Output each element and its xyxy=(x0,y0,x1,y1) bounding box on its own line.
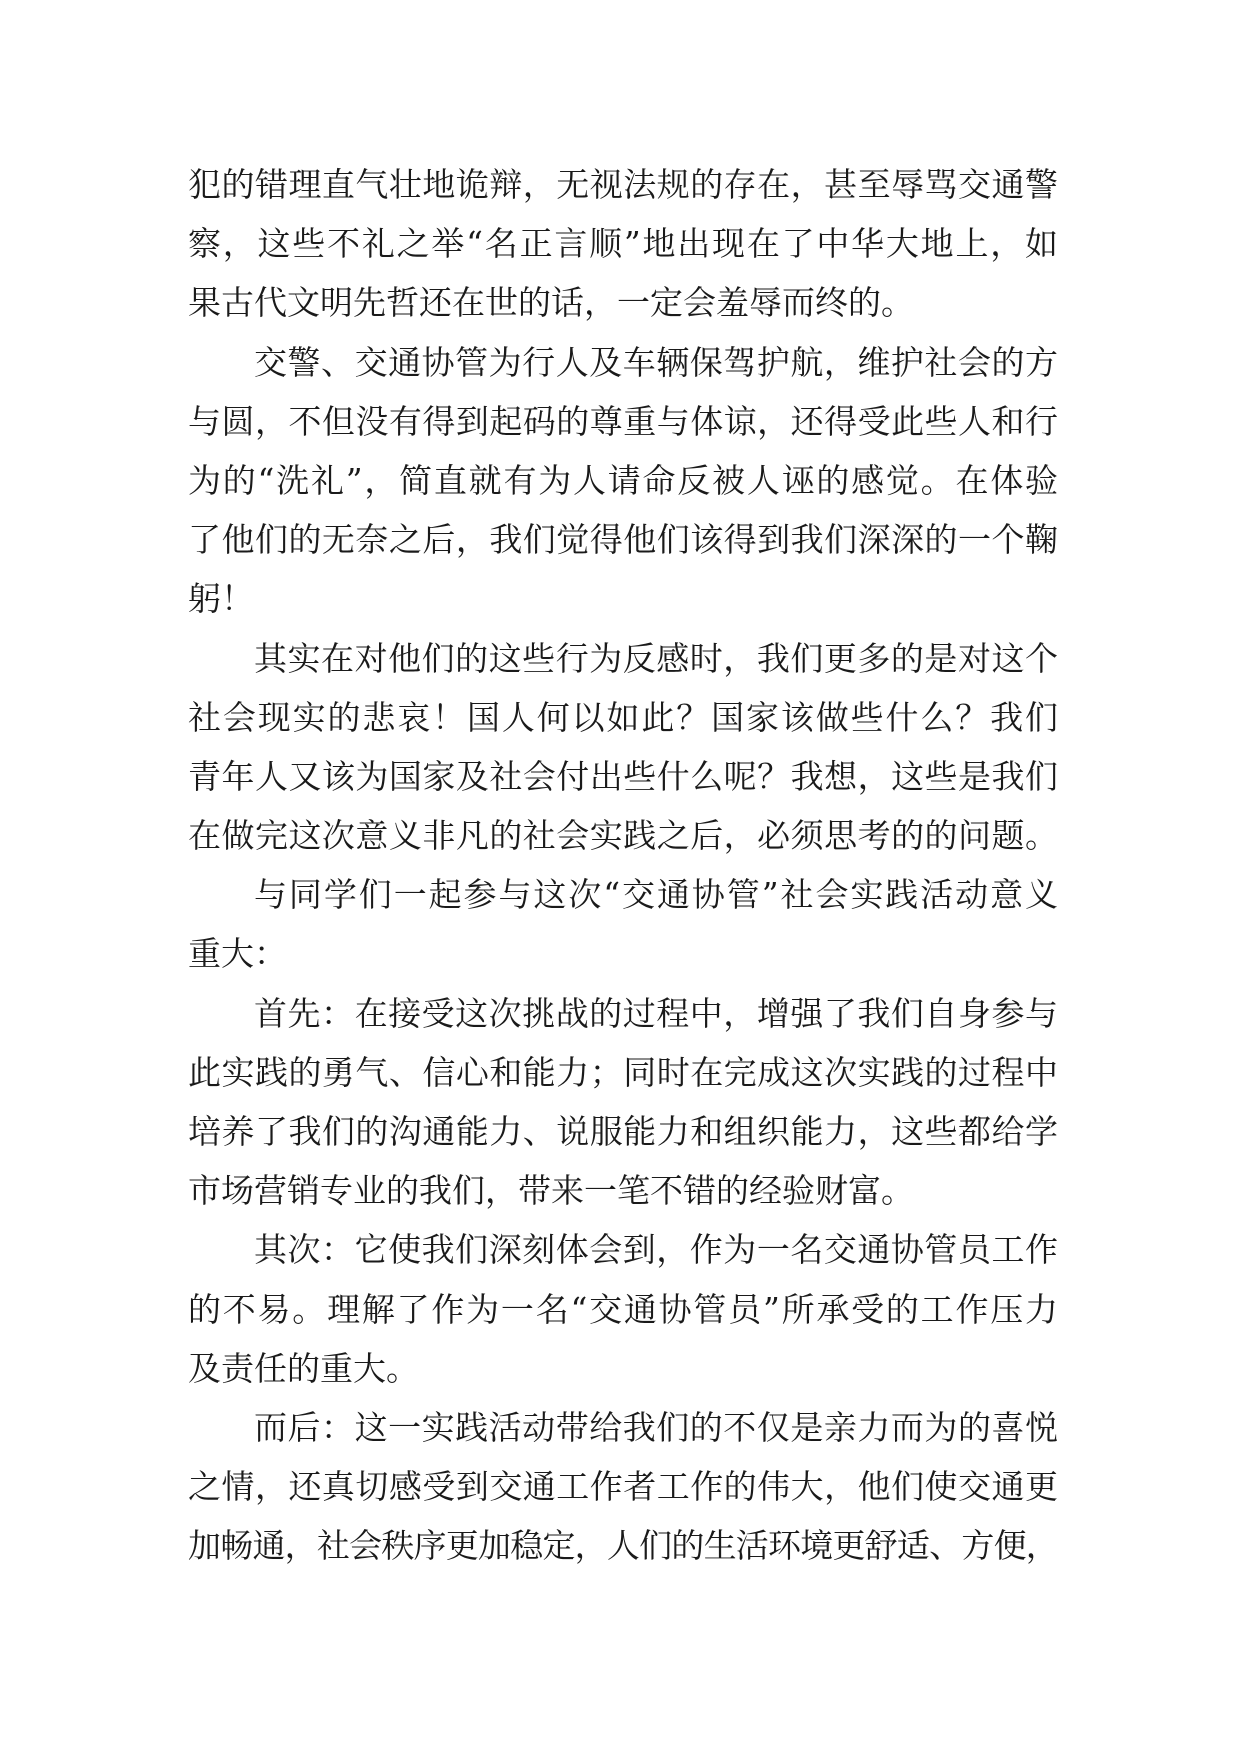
text-line: 青年人又该为国家及社会付出些什么呢？我想，这些是我们 xyxy=(188,756,1058,796)
text-line: 而后：这一实践活动带给我们的不仅是亲力而为的喜悦 xyxy=(254,1407,1058,1447)
text-line: 培养了我们的沟通能力、说服能力和组织能力，这些都给学 xyxy=(188,1112,1058,1151)
text-line: 及责任的重大。 xyxy=(188,1348,419,1388)
text-line: 躬！ xyxy=(188,579,254,619)
text-line: 市场营销专业的我们，带来一笔不错的经验财富。 xyxy=(188,1171,914,1211)
text-line: 在做完这次意义非凡的社会实践之后，必须思考的的问题。 xyxy=(188,816,1058,856)
text-line: 社会现实的悲哀！国人何以如此？国家该做些什么？我们 xyxy=(188,697,1058,737)
text-line: 果古代文明先哲还在世的话，一定会羞辱而终的。 xyxy=(188,283,914,323)
text-line: 此实践的勇气、信心和能力；同时在完成这次实践的过程中 xyxy=(188,1052,1058,1092)
text-line: 其实在对他们的这些行为反感时，我们更多的是对这个 xyxy=(254,638,1058,678)
text-line: 重大： xyxy=(188,934,287,974)
text-line: 与圆，不但没有得到起码的尊重与体谅，还得受此些人和行 xyxy=(188,401,1058,441)
text-line: 之情，还真切感受到交通工作者工作的伟大，他们使交通更 xyxy=(188,1467,1058,1507)
text-line: 犯的错理直气壮地诡辩，无视法规的存在，甚至辱骂交通警 xyxy=(188,165,1058,204)
text-line: 交警、交通协管为行人及车辆保驾护航，维护社会的方 xyxy=(254,342,1058,382)
text-line: 首先：在接受这次挑战的过程中，增强了我们自身参与 xyxy=(254,993,1058,1033)
text-line: 加畅通，社会秩序更加稳定，人们的生活环境更舒适、方便， xyxy=(188,1526,1058,1566)
text-line: 为的“洗礼”，简直就有为人请命反被人诬的感觉。在体验 xyxy=(188,460,1058,500)
text-line: 与同学们一起参与这次“交通协管”社会实践活动意义 xyxy=(254,875,1058,915)
text-line: 的不易。理解了作为一名“交通协管员”所承受的工作压力 xyxy=(188,1289,1058,1329)
text-line: 察，这些不礼之举“名正言顺”地出现在了中华大地上，如 xyxy=(188,224,1058,264)
body-text xyxy=(188,155,1058,1576)
text-line: 其次：它使我们深刻体会到，作为一名交通协管员工作 xyxy=(254,1230,1058,1270)
text-line: 了他们的无奈之后，我们觉得他们该得到我们深深的一个鞠 xyxy=(188,520,1058,560)
